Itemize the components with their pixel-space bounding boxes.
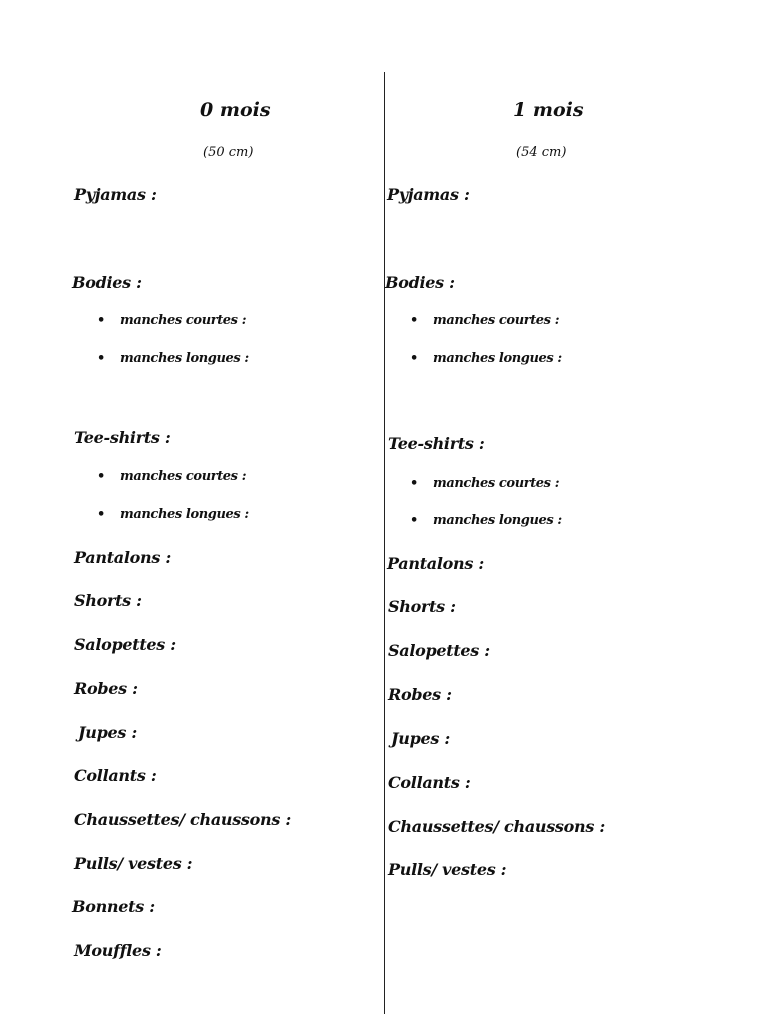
list-item: [385, 513, 768, 531]
list-item: [0, 507, 384, 525]
category-salopettes: Salopettes :: [388, 641, 490, 660]
category-moufles: Mouffles :: [74, 941, 162, 960]
category-bodies: Bodies :: [385, 273, 455, 292]
list-item: [0, 313, 384, 331]
category-pyjamas: Pyjamas :: [74, 185, 157, 204]
category-bonnets: Bonnets :: [72, 897, 155, 916]
bullet-icon: •: [97, 351, 105, 366]
bullet-icon: •: [410, 513, 418, 528]
list-item: [0, 351, 384, 369]
category-pulls: Pulls/ vestes :: [388, 860, 507, 879]
column-1-mois: [385, 0, 768, 1024]
category-robes: Robes :: [388, 685, 452, 704]
list-item-label: manches courtes :: [433, 476, 560, 491]
bullet-icon: •: [410, 476, 418, 491]
column-title: 1 mois: [513, 99, 584, 121]
bullet-icon: •: [410, 351, 418, 366]
category-tee-shirts: Tee-shirts :: [388, 434, 485, 453]
list-item-label: manches longues :: [120, 351, 249, 366]
column-title: 0 mois: [200, 99, 271, 121]
bullet-icon: •: [97, 507, 105, 522]
column-size: (50 cm): [203, 145, 254, 160]
category-tee-shirts: Tee-shirts :: [74, 428, 171, 447]
list-item: [0, 469, 384, 487]
category-shorts: Shorts :: [388, 597, 456, 616]
category-collants: Collants :: [74, 766, 157, 785]
list-item-label: manches longues :: [433, 513, 562, 528]
category-chaussettes: Chaussettes/ chaussons :: [388, 817, 605, 836]
bullet-icon: •: [97, 313, 105, 328]
category-pantalons: Pantalons :: [74, 548, 171, 567]
category-pyjamas: Pyjamas :: [387, 185, 470, 204]
list-item: [385, 476, 768, 494]
category-bodies: Bodies :: [72, 273, 142, 292]
list-item-label: manches longues :: [120, 507, 249, 522]
list-item-label: manches courtes :: [433, 313, 560, 328]
category-pulls: Pulls/ vestes :: [74, 854, 193, 873]
category-collants: Collants :: [388, 773, 471, 792]
bullet-icon: •: [410, 313, 418, 328]
column-size: (54 cm): [516, 145, 567, 160]
category-salopettes: Salopettes :: [74, 635, 176, 654]
list-item: [385, 313, 768, 331]
list-item-label: manches courtes :: [120, 469, 247, 484]
category-shorts: Shorts :: [74, 591, 142, 610]
list-item-label: manches courtes :: [120, 313, 247, 328]
list-item-label: manches longues :: [433, 351, 562, 366]
category-pantalons: Pantalons :: [387, 554, 484, 573]
bullet-icon: •: [97, 469, 105, 484]
category-jupes: Jupes :: [78, 723, 137, 742]
category-robes: Robes :: [74, 679, 138, 698]
category-jupes: Jupes :: [391, 729, 450, 748]
list-item: [385, 351, 768, 369]
category-chaussettes: Chaussettes/ chaussons :: [74, 810, 291, 829]
